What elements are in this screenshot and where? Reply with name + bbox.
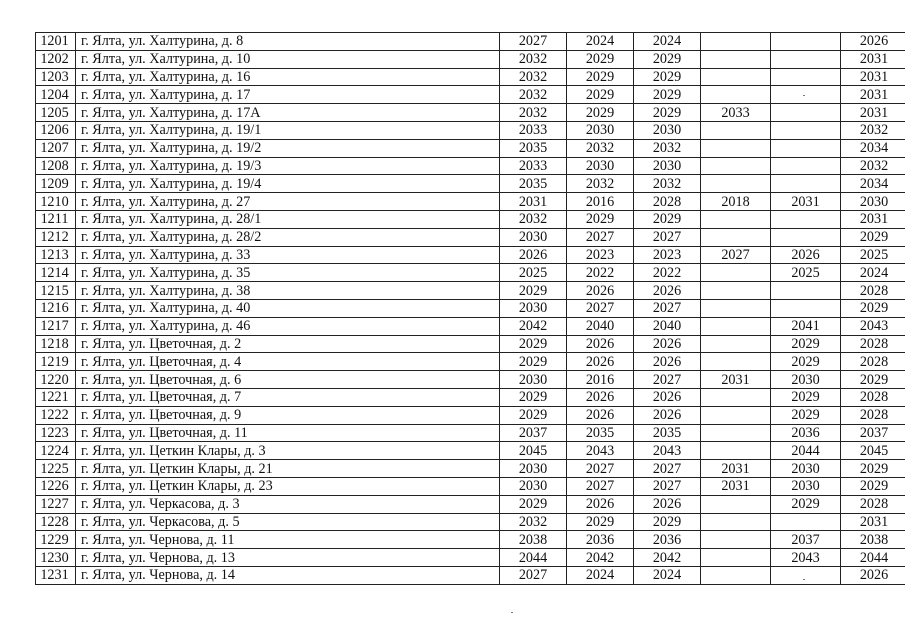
address-cell: г. Ялта, ул. Халтурина, д. 19/2 (76, 139, 500, 157)
year-cell-col5: 2028 (634, 193, 701, 211)
table-body (36, 33, 905, 585)
year-cell-col5: 2024 (634, 33, 701, 51)
address-cell: г. Ялта, ул. Халтурина, д. 46 (76, 317, 500, 335)
year-cell-col8: 2044 (841, 549, 905, 567)
year-cell-col7 (771, 68, 841, 86)
year-cell-col7: 2030 (771, 371, 841, 389)
year-cell-col8: 2031 (841, 513, 905, 531)
address-cell: г. Ялта, ул. Черкасова, д. 3 (76, 495, 500, 513)
year-cell-col5: 2035 (634, 424, 701, 442)
row-number-cell: 1220 (36, 371, 76, 389)
year-cell-col4: 2024 (567, 566, 634, 584)
table-row (36, 353, 905, 371)
table-row (36, 406, 905, 424)
year-cell-col5: 2027 (634, 228, 701, 246)
row-number-cell: 1204 (36, 86, 76, 104)
year-cell-col5: 2027 (634, 460, 701, 478)
year-cell-col7 (771, 175, 841, 193)
row-number-cell: 1211 (36, 210, 76, 228)
year-cell-col4: 2016 (567, 193, 634, 211)
year-cell-col6 (701, 228, 771, 246)
table-row (36, 424, 905, 442)
address-cell: г. Ялта, ул. Чернова, д. 11 (76, 531, 500, 549)
year-cell-col7: 2026 (771, 246, 841, 264)
row-number-cell: 1224 (36, 442, 76, 460)
row-number-cell: 1227 (36, 495, 76, 513)
row-number-cell: 1229 (36, 531, 76, 549)
scan-speck (803, 579, 805, 580)
year-cell-col7: 2037 (771, 531, 841, 549)
table-row (36, 549, 905, 567)
year-cell-col5: 2036 (634, 531, 701, 549)
table-row (36, 442, 905, 460)
year-cell-col4: 2029 (567, 210, 634, 228)
year-cell-col5: 2029 (634, 210, 701, 228)
year-cell-col3: 2042 (500, 317, 567, 335)
table-row (36, 86, 905, 104)
table-row (36, 513, 905, 531)
year-cell-col7 (771, 104, 841, 122)
year-cell-col7 (771, 210, 841, 228)
year-cell-col8: 2029 (841, 299, 905, 317)
year-cell-col7: 2030 (771, 477, 841, 495)
year-cell-col8: 2031 (841, 104, 905, 122)
year-cell-col5: 2032 (634, 175, 701, 193)
year-cell-col3: 2035 (500, 139, 567, 157)
year-cell-col8: 2029 (841, 477, 905, 495)
row-number-cell: 1202 (36, 50, 76, 68)
year-cell-col8: 2037 (841, 424, 905, 442)
year-cell-col5: 2040 (634, 317, 701, 335)
year-cell-col4: 2026 (567, 335, 634, 353)
year-cell-col4: 2026 (567, 495, 634, 513)
row-number-cell: 1216 (36, 299, 76, 317)
table-row (36, 282, 905, 300)
year-cell-col6: 2027 (701, 246, 771, 264)
year-cell-col7: 2029 (771, 353, 841, 371)
year-cell-col5: 2027 (634, 299, 701, 317)
year-cell-col7 (771, 139, 841, 157)
table-row (36, 228, 905, 246)
year-cell-col5: 2027 (634, 477, 701, 495)
address-cell: г. Ялта, ул. Чернова, д. 13 (76, 549, 500, 567)
year-cell-col4: 2023 (567, 246, 634, 264)
housing-repair-schedule-table (35, 32, 905, 585)
year-cell-col6 (701, 139, 771, 157)
year-cell-col6 (701, 566, 771, 584)
year-cell-col5: 2030 (634, 157, 701, 175)
year-cell-col6: 2018 (701, 193, 771, 211)
address-cell: г. Ялта, ул. Халтурина, д. 35 (76, 264, 500, 282)
table-row (36, 335, 905, 353)
year-cell-col4: 2027 (567, 477, 634, 495)
year-cell-col4: 2032 (567, 175, 634, 193)
year-cell-col8: 2028 (841, 388, 905, 406)
scan-speck (511, 612, 513, 613)
table-row (36, 121, 905, 139)
year-cell-col6 (701, 50, 771, 68)
year-cell-col8: 2029 (841, 460, 905, 478)
address-cell: г. Ялта, ул. Халтурина, д. 28/2 (76, 228, 500, 246)
year-cell-col8: 2031 (841, 50, 905, 68)
table-row (36, 371, 905, 389)
year-cell-col3: 2027 (500, 566, 567, 584)
address-cell: г. Ялта, ул. Халтурина, д. 19/4 (76, 175, 500, 193)
table-row (36, 193, 905, 211)
row-number-cell: 1206 (36, 121, 76, 139)
year-cell-col3: 2029 (500, 388, 567, 406)
year-cell-col3: 2029 (500, 335, 567, 353)
address-cell: г. Ялта, ул. Цветочная, д. 11 (76, 424, 500, 442)
year-cell-col5: 2026 (634, 406, 701, 424)
year-cell-col4: 2026 (567, 406, 634, 424)
table-row (36, 264, 905, 282)
year-cell-col3: 2037 (500, 424, 567, 442)
year-cell-col8: 2031 (841, 86, 905, 104)
year-cell-col6 (701, 264, 771, 282)
address-cell: г. Ялта, ул. Халтурина, д. 38 (76, 282, 500, 300)
year-cell-col5: 2023 (634, 246, 701, 264)
address-cell: г. Ялта, ул. Халтурина, д. 40 (76, 299, 500, 317)
year-cell-col5: 2026 (634, 495, 701, 513)
year-cell-col5: 2043 (634, 442, 701, 460)
row-number-cell: 1218 (36, 335, 76, 353)
year-cell-col3: 2030 (500, 228, 567, 246)
year-cell-col6 (701, 335, 771, 353)
row-number-cell: 1207 (36, 139, 76, 157)
year-cell-col6 (701, 388, 771, 406)
row-number-cell: 1225 (36, 460, 76, 478)
year-cell-col7 (771, 50, 841, 68)
year-cell-col3: 2045 (500, 442, 567, 460)
year-cell-col6 (701, 531, 771, 549)
row-number-cell: 1210 (36, 193, 76, 211)
address-cell: г. Ялта, ул. Черкасова, д. 5 (76, 513, 500, 531)
address-cell: г. Ялта, ул. Цеткин Клары, д. 23 (76, 477, 500, 495)
table-row (36, 495, 905, 513)
year-cell-col5: 2026 (634, 335, 701, 353)
year-cell-col8: 2025 (841, 246, 905, 264)
year-cell-col4: 2043 (567, 442, 634, 460)
year-cell-col3: 2038 (500, 531, 567, 549)
row-number-cell: 1215 (36, 282, 76, 300)
year-cell-col3: 2032 (500, 210, 567, 228)
year-cell-col8: 2038 (841, 531, 905, 549)
year-cell-col4: 2030 (567, 121, 634, 139)
year-cell-col4: 2016 (567, 371, 634, 389)
year-cell-col5: 2026 (634, 388, 701, 406)
year-cell-col3: 2025 (500, 264, 567, 282)
year-cell-col6 (701, 282, 771, 300)
year-cell-col7: 2031 (771, 193, 841, 211)
year-cell-col8: 2030 (841, 193, 905, 211)
year-cell-col4: 2030 (567, 157, 634, 175)
year-cell-col4: 2042 (567, 549, 634, 567)
year-cell-col3: 2030 (500, 299, 567, 317)
year-cell-col4: 2029 (567, 513, 634, 531)
year-cell-col8: 2031 (841, 210, 905, 228)
row-number-cell: 1209 (36, 175, 76, 193)
year-cell-col5: 2029 (634, 104, 701, 122)
year-cell-col4: 2022 (567, 264, 634, 282)
year-cell-col7 (771, 86, 841, 104)
year-cell-col7: 2036 (771, 424, 841, 442)
year-cell-col4: 2024 (567, 33, 634, 51)
address-cell: г. Ялта, ул. Цветочная, д. 7 (76, 388, 500, 406)
year-cell-col7: 2030 (771, 460, 841, 478)
year-cell-col8: 2032 (841, 157, 905, 175)
year-cell-col6 (701, 33, 771, 51)
year-cell-col3: 2032 (500, 50, 567, 68)
year-cell-col6 (701, 406, 771, 424)
table-row (36, 388, 905, 406)
year-cell-col5: 2029 (634, 50, 701, 68)
year-cell-col8: 2034 (841, 139, 905, 157)
year-cell-col4: 2036 (567, 531, 634, 549)
table-row (36, 566, 905, 584)
year-cell-col5: 2022 (634, 264, 701, 282)
year-cell-col8: 2029 (841, 228, 905, 246)
row-number-cell: 1201 (36, 33, 76, 51)
year-cell-col6: 2033 (701, 104, 771, 122)
year-cell-col6 (701, 424, 771, 442)
table-row (36, 246, 905, 264)
address-cell: г. Ялта, ул. Цветочная, д. 9 (76, 406, 500, 424)
year-cell-col3: 2032 (500, 68, 567, 86)
year-cell-col3: 2032 (500, 513, 567, 531)
row-number-cell: 1217 (36, 317, 76, 335)
year-cell-col3: 2033 (500, 157, 567, 175)
year-cell-col5: 2026 (634, 353, 701, 371)
year-cell-col8: 2043 (841, 317, 905, 335)
year-cell-col8: 2028 (841, 495, 905, 513)
year-cell-col3: 2031 (500, 193, 567, 211)
year-cell-col5: 2024 (634, 566, 701, 584)
year-cell-col5: 2029 (634, 68, 701, 86)
year-cell-col7: 2025 (771, 264, 841, 282)
address-cell: г. Ялта, ул. Халтурина, д. 33 (76, 246, 500, 264)
row-number-cell: 1228 (36, 513, 76, 531)
year-cell-col7: 2029 (771, 406, 841, 424)
row-number-cell: 1231 (36, 566, 76, 584)
year-cell-col4: 2035 (567, 424, 634, 442)
year-cell-col6 (701, 513, 771, 531)
year-cell-col8: 2028 (841, 353, 905, 371)
year-cell-col7: 2029 (771, 388, 841, 406)
year-cell-col7: 2029 (771, 495, 841, 513)
year-cell-col8: 2034 (841, 175, 905, 193)
year-cell-col7 (771, 33, 841, 51)
year-cell-col4: 2027 (567, 228, 634, 246)
row-number-cell: 1213 (36, 246, 76, 264)
year-cell-col5: 2042 (634, 549, 701, 567)
year-cell-col6 (701, 495, 771, 513)
address-cell: г. Ялта, ул. Цеткин Клары, д. 3 (76, 442, 500, 460)
year-cell-col3: 2029 (500, 406, 567, 424)
year-cell-col7: 2029 (771, 335, 841, 353)
table-row (36, 50, 905, 68)
table-row (36, 68, 905, 86)
address-cell: г. Ялта, ул. Цветочная, д. 2 (76, 335, 500, 353)
year-cell-col6: 2031 (701, 477, 771, 495)
year-cell-col7: 2041 (771, 317, 841, 335)
address-cell: г. Ялта, ул. Цеткин Клары, д. 21 (76, 460, 500, 478)
year-cell-col3: 2029 (500, 282, 567, 300)
year-cell-col7: 2043 (771, 549, 841, 567)
table-row (36, 460, 905, 478)
row-number-cell: 1226 (36, 477, 76, 495)
year-cell-col7 (771, 282, 841, 300)
table-row (36, 33, 905, 51)
year-cell-col3: 2026 (500, 246, 567, 264)
year-cell-col8: 2031 (841, 68, 905, 86)
year-cell-col5: 2030 (634, 121, 701, 139)
year-cell-col8: 2045 (841, 442, 905, 460)
year-cell-col3: 2029 (500, 353, 567, 371)
row-number-cell: 1230 (36, 549, 76, 567)
year-cell-col4: 2026 (567, 282, 634, 300)
year-cell-col3: 2044 (500, 549, 567, 567)
row-number-cell: 1221 (36, 388, 76, 406)
address-cell: г. Ялта, ул. Халтурина, д. 27 (76, 193, 500, 211)
table-row (36, 210, 905, 228)
year-cell-col8: 2029 (841, 371, 905, 389)
table-row (36, 175, 905, 193)
year-cell-col7 (771, 566, 841, 584)
year-cell-col4: 2029 (567, 50, 634, 68)
year-cell-col4: 2032 (567, 139, 634, 157)
row-number-cell: 1208 (36, 157, 76, 175)
address-cell: г. Ялта, ул. Халтурина, д. 10 (76, 50, 500, 68)
address-cell: г. Ялта, ул. Халтурина, д. 19/1 (76, 121, 500, 139)
year-cell-col4: 2029 (567, 104, 634, 122)
year-cell-col4: 2029 (567, 68, 634, 86)
year-cell-col3: 2030 (500, 477, 567, 495)
row-number-cell: 1203 (36, 68, 76, 86)
row-number-cell: 1214 (36, 264, 76, 282)
address-cell: г. Ялта, ул. Халтурина, д. 17А (76, 104, 500, 122)
address-cell: г. Ялта, ул. Халтурина, д. 16 (76, 68, 500, 86)
year-cell-col7 (771, 513, 841, 531)
table-row (36, 531, 905, 549)
year-cell-col5: 2027 (634, 371, 701, 389)
year-cell-col7 (771, 121, 841, 139)
year-cell-col6 (701, 68, 771, 86)
year-cell-col4: 2027 (567, 299, 634, 317)
year-cell-col6: 2031 (701, 460, 771, 478)
row-number-cell: 1212 (36, 228, 76, 246)
address-cell: г. Ялта, ул. Халтурина, д. 19/3 (76, 157, 500, 175)
table-row (36, 157, 905, 175)
year-cell-col4: 2027 (567, 460, 634, 478)
row-number-cell: 1223 (36, 424, 76, 442)
year-cell-col6 (701, 442, 771, 460)
year-cell-col6 (701, 121, 771, 139)
document-page (35, 32, 889, 585)
table-row (36, 299, 905, 317)
year-cell-col3: 2035 (500, 175, 567, 193)
year-cell-col6 (701, 175, 771, 193)
year-cell-col7 (771, 299, 841, 317)
year-cell-col7 (771, 157, 841, 175)
year-cell-col8: 2026 (841, 566, 905, 584)
year-cell-col4: 2040 (567, 317, 634, 335)
year-cell-col3: 2033 (500, 121, 567, 139)
year-cell-col3: 2032 (500, 86, 567, 104)
year-cell-col6 (701, 317, 771, 335)
year-cell-col6 (701, 157, 771, 175)
year-cell-col6: 2031 (701, 371, 771, 389)
year-cell-col6 (701, 299, 771, 317)
year-cell-col5: 2029 (634, 86, 701, 104)
row-number-cell: 1219 (36, 353, 76, 371)
year-cell-col3: 2029 (500, 495, 567, 513)
year-cell-col6 (701, 86, 771, 104)
address-cell: г. Ялта, ул. Чернова, д. 14 (76, 566, 500, 584)
address-cell: г. Ялта, ул. Халтурина, д. 28/1 (76, 210, 500, 228)
year-cell-col4: 2026 (567, 388, 634, 406)
year-cell-col3: 2032 (500, 104, 567, 122)
row-number-cell: 1222 (36, 406, 76, 424)
year-cell-col8: 2028 (841, 335, 905, 353)
year-cell-col3: 2030 (500, 371, 567, 389)
year-cell-col8: 2032 (841, 121, 905, 139)
year-cell-col5: 2032 (634, 139, 701, 157)
table-row (36, 104, 905, 122)
table-row (36, 477, 905, 495)
table-row (36, 139, 905, 157)
year-cell-col4: 2029 (567, 86, 634, 104)
year-cell-col7: 2044 (771, 442, 841, 460)
year-cell-col8: 2026 (841, 33, 905, 51)
year-cell-col5: 2029 (634, 513, 701, 531)
year-cell-col8: 2028 (841, 406, 905, 424)
address-cell: г. Ялта, ул. Халтурина, д. 17 (76, 86, 500, 104)
scan-speck (803, 95, 805, 96)
year-cell-col3: 2027 (500, 33, 567, 51)
year-cell-col4: 2026 (567, 353, 634, 371)
address-cell: г. Ялта, ул. Цветочная, д. 4 (76, 353, 500, 371)
year-cell-col8: 2024 (841, 264, 905, 282)
year-cell-col5: 2026 (634, 282, 701, 300)
row-number-cell: 1205 (36, 104, 76, 122)
year-cell-col6 (701, 210, 771, 228)
year-cell-col6 (701, 353, 771, 371)
year-cell-col7 (771, 228, 841, 246)
address-cell: г. Ялта, ул. Халтурина, д. 8 (76, 33, 500, 51)
year-cell-col8: 2028 (841, 282, 905, 300)
year-cell-col6 (701, 549, 771, 567)
year-cell-col3: 2030 (500, 460, 567, 478)
table-row (36, 317, 905, 335)
address-cell: г. Ялта, ул. Цветочная, д. 6 (76, 371, 500, 389)
